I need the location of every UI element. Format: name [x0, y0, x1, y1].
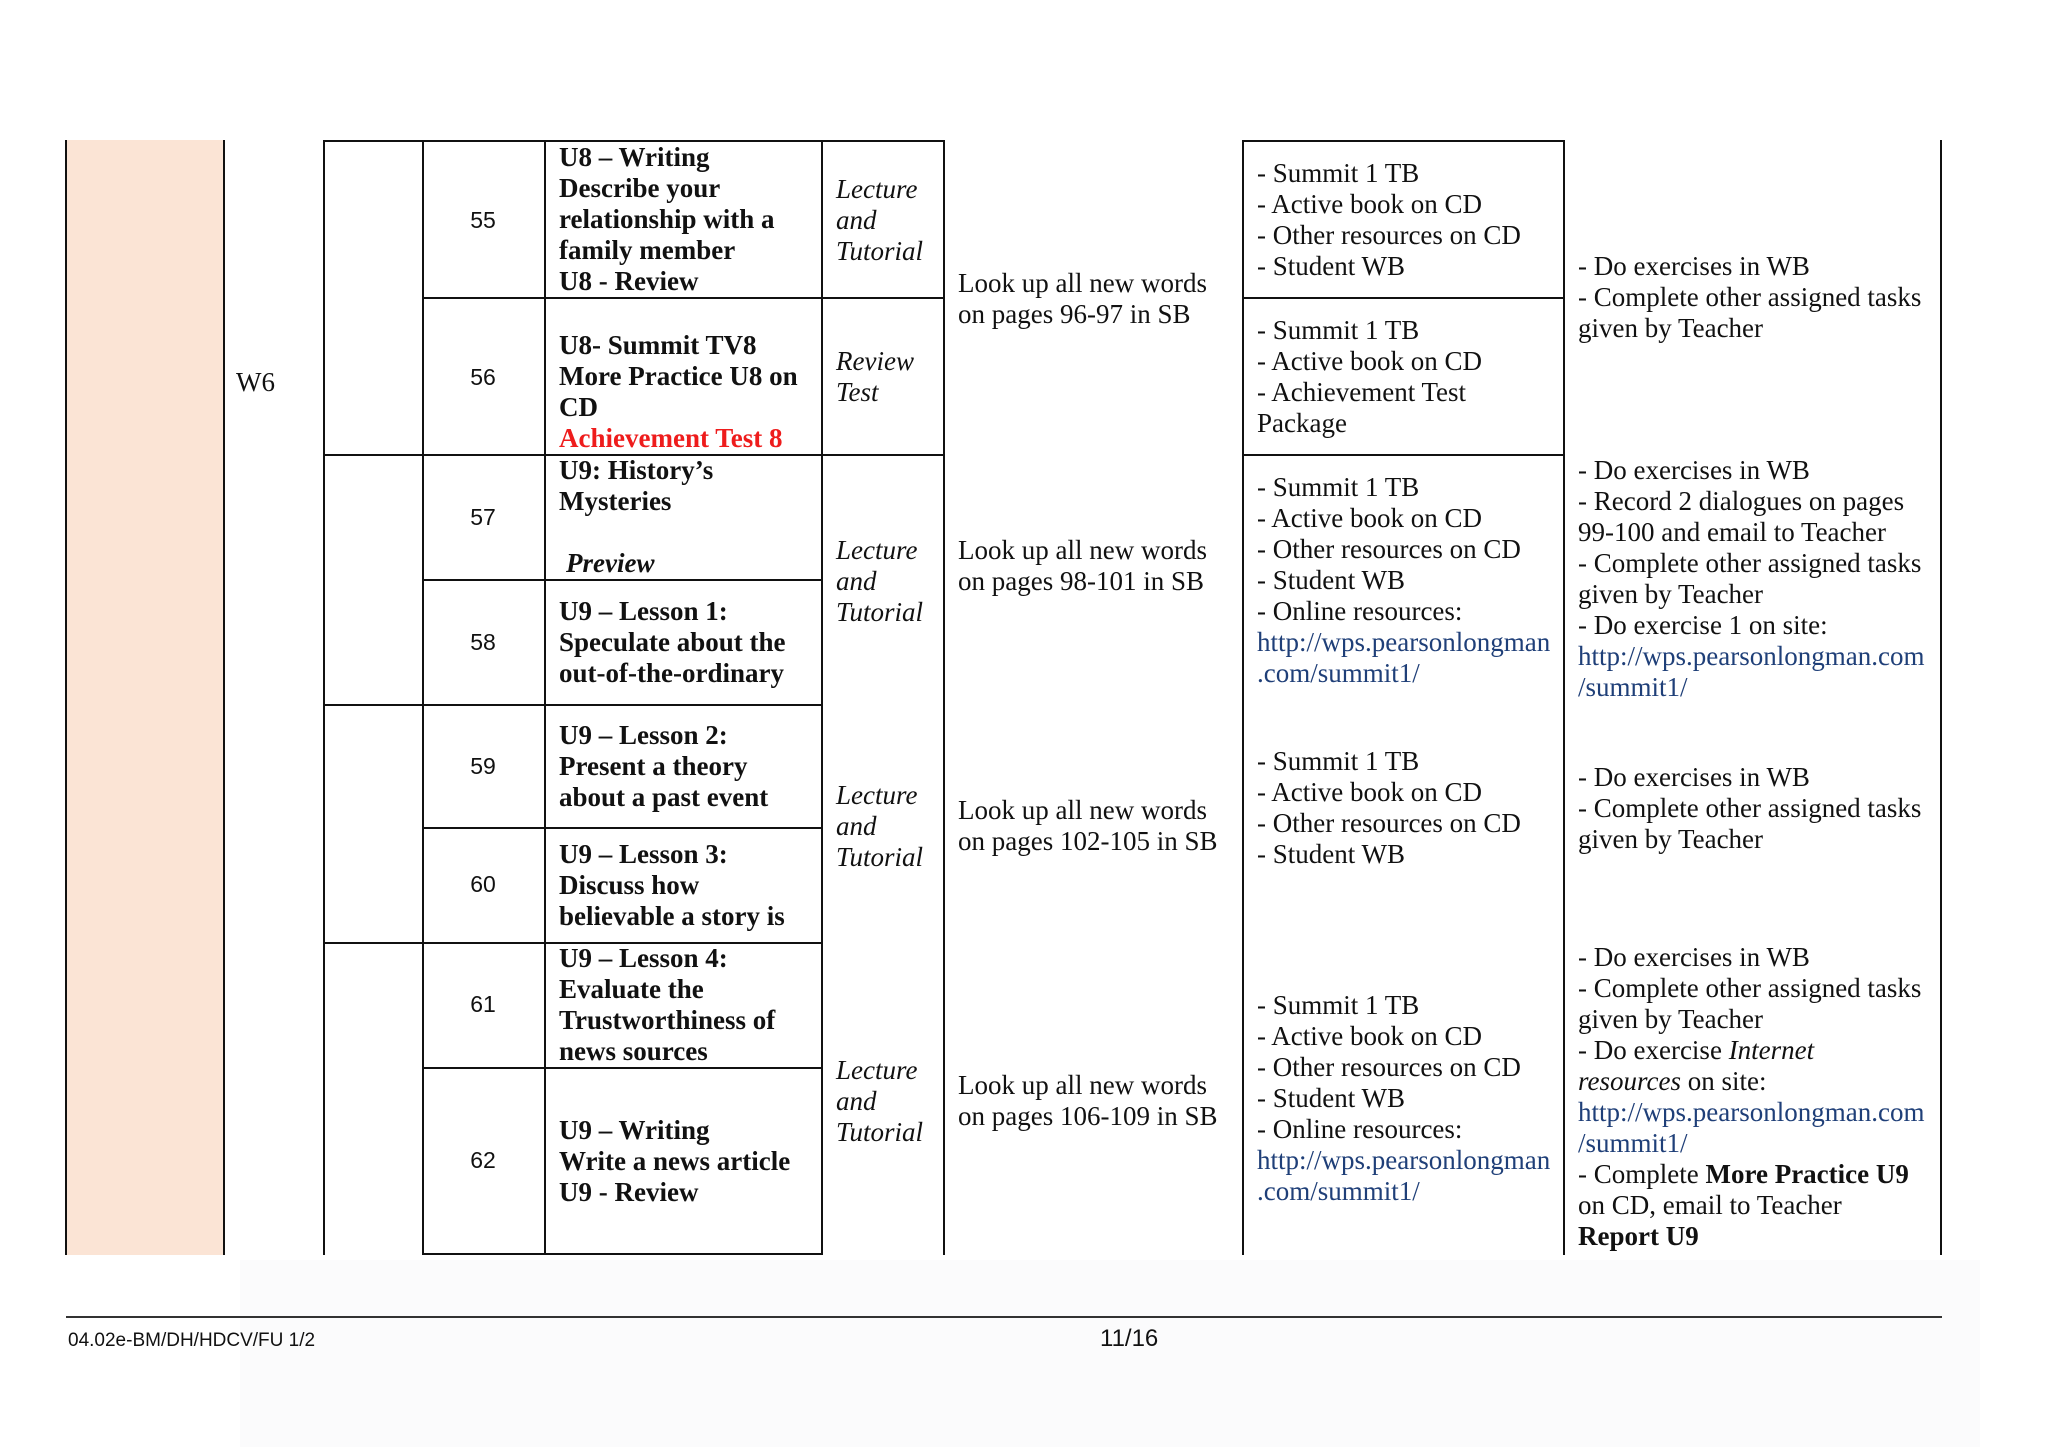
material-link[interactable]: .com/summit1/ [1257, 1176, 1420, 1206]
background-tint [240, 1260, 1980, 1447]
method: Lecture [836, 780, 918, 810]
self-study: Look up all new words [958, 535, 1207, 565]
self-study: Look up all new words [958, 795, 1207, 825]
material-link[interactable]: http://wps.pearsonlongman [1257, 627, 1551, 657]
session-title: about a past event [559, 782, 769, 812]
table-border [821, 140, 823, 1255]
task-item: - Complete other assigned tasks [1578, 973, 1922, 1003]
table-border [422, 1253, 823, 1255]
task-item: - Do exercise 1 on site: [1578, 610, 1828, 640]
task-item: on CD, email to Teacher [1578, 1190, 1842, 1220]
task-item: 99-100 and email to Teacher [1578, 517, 1886, 547]
table-border [1242, 454, 1564, 456]
task-item: - Do exercise Internet [1578, 1035, 1815, 1065]
task-link[interactable]: /summit1/ [1578, 672, 1688, 702]
session-number: 60 [470, 871, 496, 897]
task-item: given by Teacher [1578, 579, 1764, 609]
task-item: - Record 2 dialogues on pages [1578, 486, 1905, 516]
task-item: - Do exercises in WB [1578, 942, 1810, 972]
session-number: 55 [470, 207, 496, 233]
material-item: - Summit 1 TB [1257, 315, 1420, 345]
session-title: U8 – Writing [559, 142, 710, 172]
table-border [422, 297, 944, 299]
session-number: 62 [470, 1147, 496, 1173]
method: Review [836, 346, 914, 376]
self-study: on pages 98-101 in SB [958, 566, 1204, 596]
material-item: - Active book on CD [1257, 189, 1482, 219]
material-item: - Achievement Test [1257, 377, 1467, 407]
week-label: W6 [236, 367, 275, 397]
method: and [836, 205, 877, 235]
task-item: - Complete More Practice U9 [1578, 1159, 1909, 1189]
session-number: 56 [470, 364, 496, 390]
session-title: U9 – Lesson 4: [559, 943, 728, 973]
session-title: U8 - Review [559, 266, 699, 296]
material-item: - Online resources: [1257, 596, 1463, 626]
material-item: - Summit 1 TB [1257, 746, 1420, 776]
session-title: relationship with a [559, 204, 775, 234]
table-border [1242, 140, 1564, 142]
table-border [422, 1067, 823, 1069]
material-item: - Active book on CD [1257, 346, 1482, 376]
session-title: U9: History’s [559, 455, 714, 485]
material-item: Package [1257, 408, 1347, 438]
session-title: Mysteries [559, 486, 672, 516]
self-study: Look up all new words [958, 268, 1207, 298]
material-item: - Student WB [1257, 839, 1405, 869]
method: Tutorial [836, 842, 924, 872]
session-title: news sources [559, 1036, 708, 1066]
session-title-preview: Preview [566, 548, 655, 578]
achievement-test-label: Achievement Test 8 [559, 423, 783, 453]
session-title: U9 – Lesson 1: [559, 596, 728, 626]
session-number: 57 [470, 504, 496, 530]
table-border [323, 140, 325, 1255]
task-item: - Complete other assigned tasks [1578, 548, 1922, 578]
table-border [223, 140, 225, 1255]
material-item: - Other resources on CD [1257, 808, 1521, 838]
task-item: - Do exercises in WB [1578, 455, 1810, 485]
material-link[interactable]: .com/summit1/ [1257, 658, 1420, 688]
task-item: - Complete other assigned tasks [1578, 793, 1922, 823]
material-item: - Other resources on CD [1257, 220, 1521, 250]
session-title: Discuss how [559, 870, 700, 900]
session-number: 58 [470, 629, 496, 655]
material-item: - Other resources on CD [1257, 1052, 1521, 1082]
task-item: given by Teacher [1578, 824, 1764, 854]
session-title: family member [559, 235, 736, 265]
method: Lecture [836, 1055, 918, 1085]
task-item: - Do exercises in WB [1578, 762, 1810, 792]
material-item: - Active book on CD [1257, 777, 1482, 807]
material-item: - Active book on CD [1257, 503, 1482, 533]
session-title: Evaluate the [559, 974, 704, 1004]
table-border [323, 704, 823, 706]
session-title: U9 – Lesson 3: [559, 839, 728, 869]
method: and [836, 1086, 877, 1116]
method: Tutorial [836, 1117, 924, 1147]
session-title: Describe your [559, 173, 721, 203]
material-item: - Student WB [1257, 251, 1405, 281]
task-item: given by Teacher [1578, 313, 1764, 343]
method: Test [836, 377, 879, 407]
session-number: 59 [470, 753, 496, 779]
footer-doc-code: 04.02e-BM/DH/HDCV/FU 1/2 [68, 1330, 316, 1351]
material-item: - Student WB [1257, 565, 1405, 595]
footer-rule [66, 1316, 1942, 1318]
self-study: on pages 102-105 in SB [958, 826, 1218, 856]
session-title: believable a story is [559, 901, 785, 931]
table-border [1242, 297, 1564, 299]
session-title: U9 – Writing [559, 1115, 710, 1145]
table-border [544, 140, 546, 1255]
session-title: Write a news article [559, 1146, 791, 1176]
table-border [422, 579, 823, 581]
shaded-column [66, 140, 224, 1255]
material-item: - Active book on CD [1257, 1021, 1482, 1051]
method: Tutorial [836, 236, 924, 266]
table-border [422, 140, 424, 1255]
session-title: U9 – Lesson 2: [559, 720, 728, 750]
material-link[interactable]: http://wps.pearsonlongman [1257, 1145, 1551, 1175]
table-border [1563, 140, 1565, 1255]
session-title: U8- Summit TV8 [559, 330, 757, 360]
self-study: on pages 106-109 in SB [958, 1101, 1218, 1131]
method: Tutorial [836, 597, 924, 627]
self-study: Look up all new words [958, 1070, 1207, 1100]
self-study: on pages 96-97 in SB [958, 299, 1191, 329]
page-number: 11/16 [1100, 1325, 1159, 1352]
table-border [65, 140, 67, 1255]
material-item: - Online resources: [1257, 1114, 1463, 1144]
task-item: Report U9 [1578, 1221, 1699, 1251]
task-link[interactable]: http://wps.pearsonlongman.com [1578, 641, 1925, 671]
table-border [943, 140, 945, 1255]
session-title: U9 - Review [559, 1177, 699, 1207]
material-item: - Summit 1 TB [1257, 158, 1420, 188]
table-border [422, 827, 823, 829]
task-item: - Do exercises in WB [1578, 251, 1810, 281]
task-link[interactable]: http://wps.pearsonlongman.com [1578, 1097, 1925, 1127]
table-border [1940, 140, 1942, 1255]
method: Lecture [836, 174, 918, 204]
method: and [836, 566, 877, 596]
material-item: - Summit 1 TB [1257, 472, 1420, 502]
method: and [836, 811, 877, 841]
session-title: out-of-the-ordinary [559, 658, 784, 688]
session-title: CD [559, 392, 598, 422]
task-item: given by Teacher [1578, 1004, 1764, 1034]
method: Lecture [836, 535, 918, 565]
session-title: Present a theory [559, 751, 748, 781]
session-title: Trustworthiness of [559, 1005, 776, 1035]
session-number: 61 [470, 991, 496, 1017]
session-title: More Practice U8 on [559, 361, 798, 391]
task-link[interactable]: /summit1/ [1578, 1128, 1688, 1158]
task-item: resources on site: [1578, 1066, 1767, 1096]
material-item: - Other resources on CD [1257, 534, 1521, 564]
table-border [1242, 140, 1244, 1255]
task-item: - Complete other assigned tasks [1578, 282, 1922, 312]
session-title: Speculate about the [559, 627, 786, 657]
material-item: - Student WB [1257, 1083, 1405, 1113]
material-item: - Summit 1 TB [1257, 990, 1420, 1020]
